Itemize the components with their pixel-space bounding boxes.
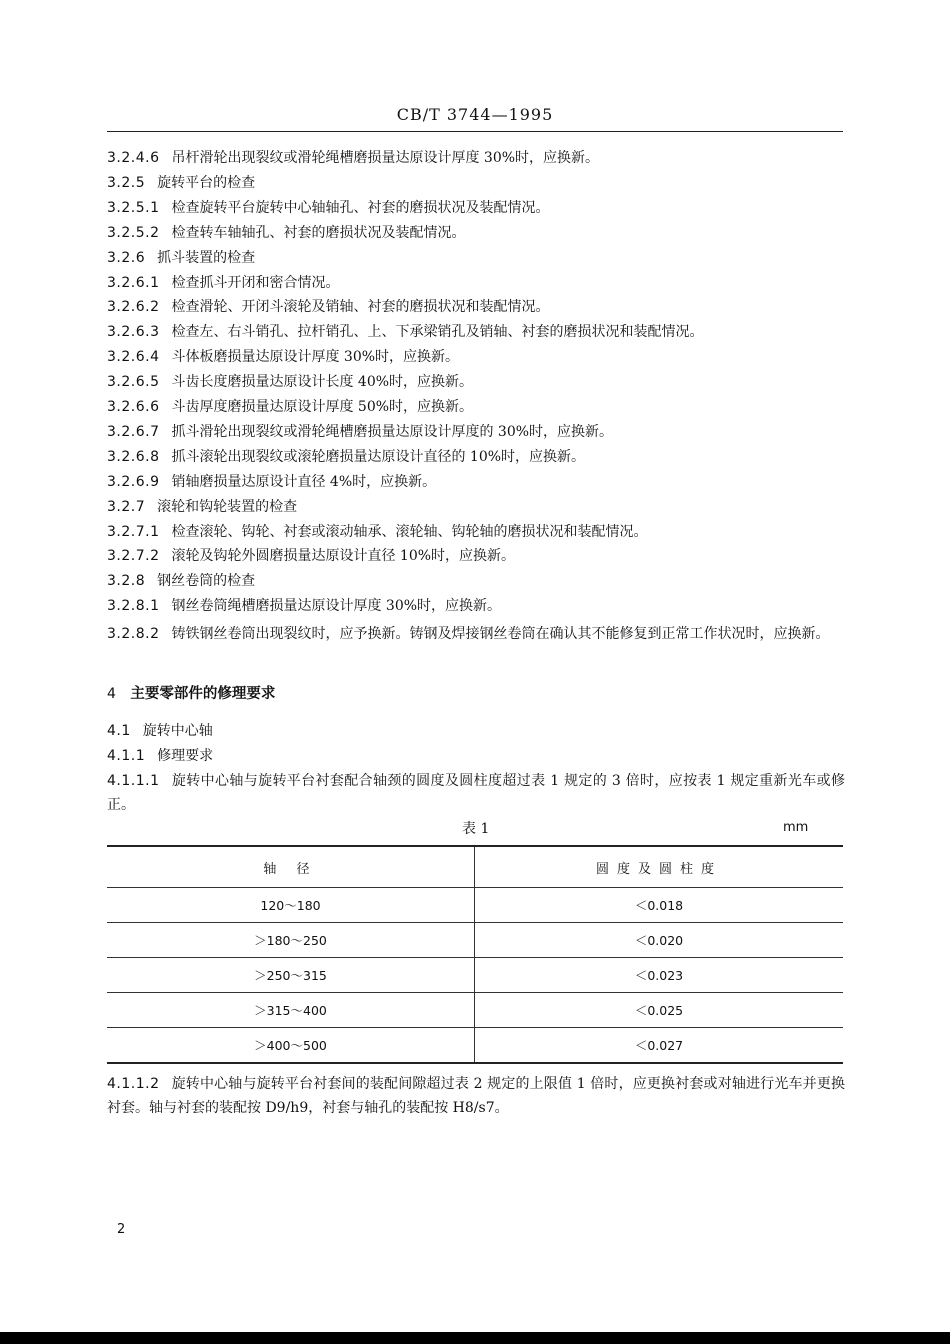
clause-text: 修理要求	[157, 748, 214, 764]
clause-line	[107, 248, 255, 268]
cell-diameter: ＞315～400	[107, 993, 475, 1028]
page-number: 2	[117, 1222, 126, 1237]
clause-number: 3.2.6.5	[107, 374, 160, 391]
clause-text: 抓斗滑轮出现裂纹或滑轮绳槽磨损量达原设计厚度的 30%时，应换新。	[171, 423, 614, 440]
clause-text: 旋转中心轴与旋转平台衬套配合轴颈的圆度及圆柱度超过表 1 规定的 3 倍时，应按表 1 规定重新光车或修正。	[107, 773, 845, 813]
clause-text: 滚轮和钩轮装置的检查	[157, 498, 298, 515]
clause-4-1-1-2	[107, 1072, 845, 1120]
clause-line	[107, 273, 339, 293]
clause-line	[107, 397, 473, 417]
clause-number: 3.2.7.1	[107, 523, 160, 540]
clause-number: 4.1.1.1	[107, 773, 160, 789]
clause-number: 3.2.7.2	[107, 548, 160, 565]
clause-number: 3.2.6.3	[107, 324, 160, 341]
clause-line	[107, 472, 436, 492]
clause-number: 3.2.6.8	[107, 448, 160, 465]
clause-text: 检查滚轮、钩轮、衬套或滚动轴承、滚轮轴、钩轮轴的磨损状况和装配情况。	[171, 523, 648, 540]
cell-roundness: ＜0.018	[634, 898, 684, 913]
clause-line	[107, 372, 473, 392]
clause-text: 斗体板磨损量达原设计厚度 30%时，应换新。	[171, 349, 460, 366]
clause-number: 4.1.1	[107, 748, 146, 764]
clause-number: 3.2.6	[107, 249, 146, 266]
table-row	[107, 993, 843, 1028]
clause-number: 3.2.6.1	[107, 274, 160, 291]
clause-number: 3.2.8.2	[107, 626, 160, 642]
clause-text: 铸铁钢丝卷筒出现裂纹时，应予换新。铸钢及焊接钢丝卷筒在确认其不能修复到正常工作状况时，应换新。	[171, 626, 830, 642]
cell-roundness: ＜0.025	[634, 1003, 684, 1018]
clause-line	[107, 522, 647, 542]
cell-diameter: ＞250～315	[107, 958, 475, 993]
cell-diameter: ＞180～250	[107, 923, 475, 958]
table-row	[107, 1028, 843, 1064]
clause-line	[107, 223, 465, 243]
clause-line	[107, 297, 549, 317]
clause-text: 钢丝卷筒绳槽磨损量达原设计厚度 30%时，应换新。	[171, 598, 502, 615]
clause-text: 检查旋转平台旋转中心轴轴孔、衬套的磨损状况及装配情况。	[171, 199, 550, 216]
clause-text: 钢丝卷筒的检查	[157, 573, 256, 590]
section-title: 主要零部件的修理要求	[130, 685, 276, 702]
clause-text: 抓斗装置的检查	[157, 249, 256, 266]
clause-number: 3.2.6.4	[107, 349, 160, 366]
clause-4-1	[107, 721, 213, 741]
clause-text: 斗齿厚度磨损量达原设计厚度 50%时，应换新。	[171, 399, 474, 415]
clause-text: 旋转中心轴	[142, 723, 213, 739]
table-header-row	[107, 846, 843, 888]
clause-number: 3.2.5	[107, 174, 146, 191]
table-row	[107, 888, 843, 923]
clause-number: 3.2.5.2	[107, 224, 160, 241]
table-unit: mm	[783, 820, 809, 835]
clause-line	[107, 571, 255, 591]
clause-line	[107, 596, 501, 616]
clause-text: 斗齿长度磨损量达原设计长度 40%时，应换新。	[171, 374, 474, 391]
column-header-roundness: 圆度及圆柱度	[595, 861, 722, 877]
clause-text: 滚轮及钩轮外圆磨损量达原设计直径 10%时，应换新。	[171, 548, 516, 565]
cell-diameter: ＞400～500	[107, 1028, 475, 1064]
cell-roundness: ＜0.023	[634, 968, 684, 983]
header-rule	[107, 131, 843, 132]
clause-text: 检查左、右斗销孔、拉杆销孔、上、下承梁销孔及销轴、衬套的磨损状况和装配情况。	[171, 324, 704, 341]
page-header: CB/T 3744—1995	[396, 105, 554, 124]
clause-text: 销轴磨损量达原设计直径 4%时，应换新。	[171, 473, 437, 490]
cell-roundness: ＜0.027	[634, 1038, 684, 1053]
cell-roundness: ＜0.020	[634, 933, 684, 948]
clause-line	[107, 173, 255, 193]
table-row	[107, 958, 843, 993]
section-number: 4	[107, 686, 117, 702]
clause-text: 检查转车轴轴孔、衬套的磨损状况及装配情况。	[171, 224, 466, 241]
clause-number: 3.2.8	[107, 573, 146, 590]
cell-diameter: 120～180	[107, 888, 475, 923]
clause-4-1-1-1	[107, 769, 845, 817]
clause-number: 3.2.6.2	[107, 299, 160, 316]
clause-text: 检查滑轮、开闭斗滚轮及销轴、衬套的磨损状况和装配情况。	[171, 299, 550, 316]
clause-text: 旋转平台的检查	[157, 174, 256, 191]
clause-number: 3.2.6.9	[107, 473, 160, 490]
clause-number: 3.2.4.6	[107, 150, 160, 166]
table-caption: 表 1	[462, 821, 490, 837]
clause-text: 旋转中心轴与旋转平台衬套间的装配间隙超过表 2 规定的上限值 1 倍时，应更换衬套或对轴进行光车并更换衬套。轴与衬套的装配按 D9/h9，衬套与轴孔的装配按 H8/s7。	[107, 1076, 845, 1116]
clause-number: 4.1.1.2	[107, 1076, 160, 1092]
section-4-heading	[107, 682, 275, 703]
clause-3-2-8-2	[107, 622, 845, 646]
clause-line	[107, 497, 297, 517]
clause-text: 抓斗滚轮出现裂纹或滚轮磨损量达原设计直径的 10%时，应换新。	[171, 448, 586, 465]
table-1	[107, 845, 843, 1064]
clause-number: 3.2.8.1	[107, 598, 160, 615]
clause-line	[107, 546, 515, 566]
clause-number: 3.2.5.1	[107, 199, 160, 216]
clause-number: 3.2.6.7	[107, 423, 160, 440]
clause-number: 3.2.6.6	[107, 399, 160, 415]
clause-line	[107, 347, 459, 367]
clause-line	[107, 198, 549, 218]
clause-line	[107, 422, 613, 442]
clause-line	[107, 447, 585, 467]
clause-number: 4.1	[107, 723, 131, 739]
clause-4-1-1	[107, 746, 213, 766]
clause-number: 3.2.7	[107, 498, 146, 515]
scan-bottom-edge	[0, 1332, 950, 1344]
table-row	[107, 923, 843, 958]
clause-line	[107, 322, 703, 342]
clause-line	[107, 148, 599, 168]
column-header-shaft-diameter: 轴 径	[107, 846, 475, 888]
clause-text: 吊杆滑轮出现裂纹或滑轮绳槽磨损量达原设计厚度 30%时，应换新。	[171, 150, 600, 166]
clause-text: 检查抓斗开闭和密合情况。	[171, 274, 340, 291]
